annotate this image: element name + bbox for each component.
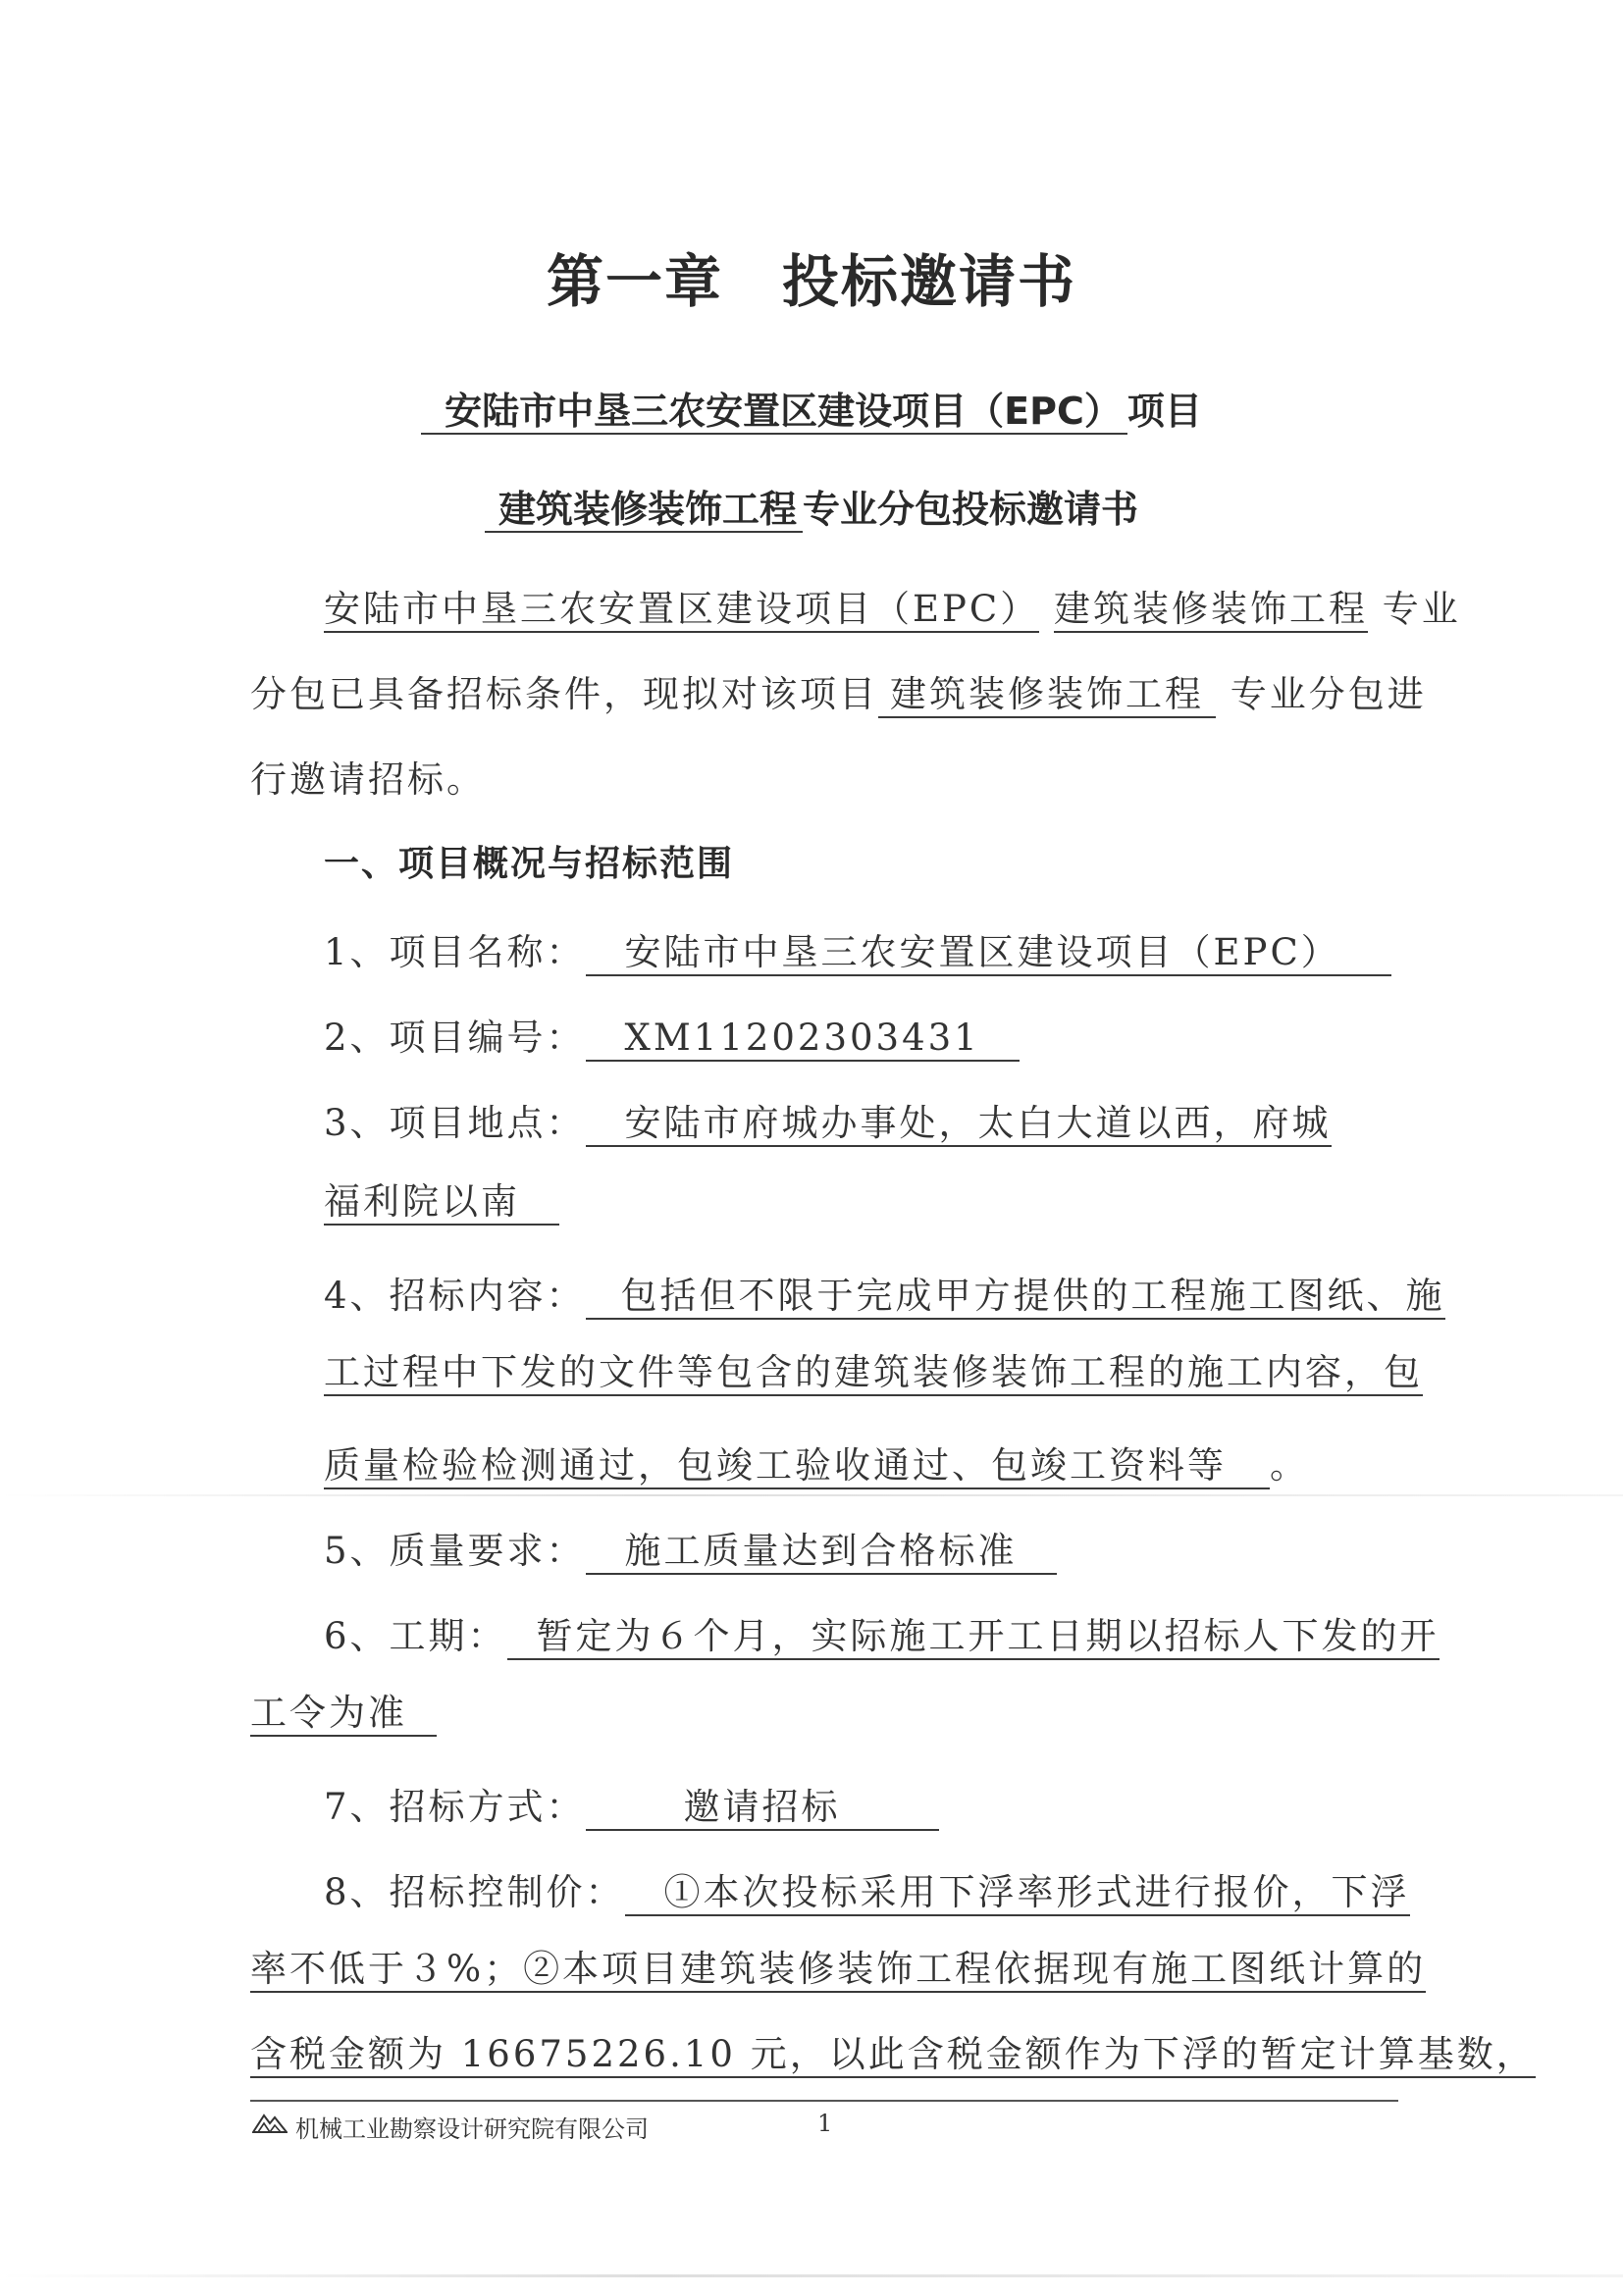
intro-line-2 <box>250 664 1427 718</box>
item-label: 2、项目编号： <box>324 1017 586 1059</box>
chapter-title: 投标邀请书 <box>782 248 1077 315</box>
item-value: XM11202303431 <box>586 1018 1020 1062</box>
subtitle-suffix: 项目 <box>1126 390 1202 433</box>
item-label: 3、项目地点： <box>324 1102 586 1144</box>
item-control-price-cont-1 <box>250 1948 1426 1993</box>
scan-artifact-line-bottom <box>0 2274 1623 2277</box>
subtitle-scope: 建筑装修装饰工程 <box>485 488 803 533</box>
item-value: 工过程中下发的文件等包含的建筑装修装饰工程的施工内容，包 <box>324 1352 1423 1396</box>
item-label: 1、项目名称： <box>324 931 586 973</box>
page-number: 1 <box>817 2110 833 2137</box>
item-value: 安陆市中垦三农安置区建设项目（EPC） <box>586 932 1391 976</box>
scan-artifact-line <box>0 1494 1623 1496</box>
item-bid-content-cont-1 <box>324 1351 1423 1396</box>
subtitle-project-name: 安陆市中垦三农安置区建设项目（EPC） <box>421 390 1127 435</box>
item-label: 5、质量要求： <box>324 1530 586 1572</box>
item-value: 工令为准 <box>250 1693 437 1737</box>
footer-company-name: 机械工业勘察设计研究院有限公司 <box>295 2115 649 2143</box>
chapter-number: 第一章 <box>546 248 723 315</box>
item-control-price-cont-2 <box>250 2033 1536 2078</box>
item-project-name <box>324 922 1391 976</box>
subtitle-line-2 <box>0 479 1623 533</box>
item-project-location-cont <box>324 1180 559 1226</box>
item-value: 福利院以南 <box>324 1181 559 1226</box>
intro-scope-2: 建筑装修装饰工程 <box>878 674 1216 718</box>
item-value: 质量检验检测通过，包竣工验收通过、包竣工资料等 <box>324 1445 1270 1489</box>
item-value: 暂定为６个月，实际施工开工日期以招标人下发的开 <box>507 1616 1440 1660</box>
item-value: 邀请招标 <box>586 1787 939 1831</box>
item-project-number <box>324 1008 1020 1062</box>
item-value: 含税金额为 16675226.10 元，以此含税金额作为下浮的暂定计算基数， <box>250 2034 1536 2078</box>
item-label: 8、招标控制价： <box>324 1871 625 1913</box>
item-project-location <box>324 1093 1332 1147</box>
item-duration-cont <box>250 1692 437 1737</box>
item-label: 7、招标方式： <box>324 1786 586 1828</box>
item-value: ①本次投标采用下浮率形式进行报价，下浮 <box>625 1872 1410 1916</box>
intro-line-3: 行邀请招标。 <box>250 758 486 801</box>
intro-text: 专业 <box>1382 588 1461 630</box>
subtitle-line-1 <box>0 381 1623 435</box>
intro-scope: 建筑装修装饰工程 <box>1054 589 1368 633</box>
section-heading: 一、项目概况与招标范围 <box>324 844 735 884</box>
item-value: 安陆市府城办事处，太白大道以西，府城 <box>586 1103 1332 1147</box>
item-bid-content <box>324 1266 1445 1320</box>
item-label: 4、招标内容： <box>324 1275 586 1317</box>
item-value: 施工质量达到合格标准 <box>586 1531 1057 1575</box>
page-title <box>0 235 1623 318</box>
item-control-price <box>324 1862 1410 1916</box>
intro-text: 分包已具备招标条件，现拟对该项目 <box>250 673 878 715</box>
item-value: 包括但不限于完成甲方提供的工程施工图纸、施 <box>586 1276 1445 1320</box>
item-bid-content-cont-2 <box>324 1435 1309 1489</box>
page-footer <box>250 2100 1398 2141</box>
item-quality <box>324 1521 1057 1575</box>
item-text: 。 <box>1270 1444 1309 1487</box>
item-bid-method <box>324 1777 939 1831</box>
subtitle-suffix-2: 专业分包投标邀请书 <box>803 488 1139 531</box>
item-label: 6、工期： <box>324 1615 507 1657</box>
intro-line-1 <box>324 579 1461 633</box>
item-duration <box>324 1606 1440 1660</box>
intro-project-name: 安陆市中垦三农安置区建设项目（EPC） <box>324 589 1039 633</box>
company-logo-mountain-icon <box>252 2112 288 2133</box>
item-value: 率不低于３%；②本项目建筑装修装饰工程依据现有施工图纸计算的 <box>250 1949 1426 1993</box>
intro-text: 专业分包进 <box>1230 673 1427 715</box>
